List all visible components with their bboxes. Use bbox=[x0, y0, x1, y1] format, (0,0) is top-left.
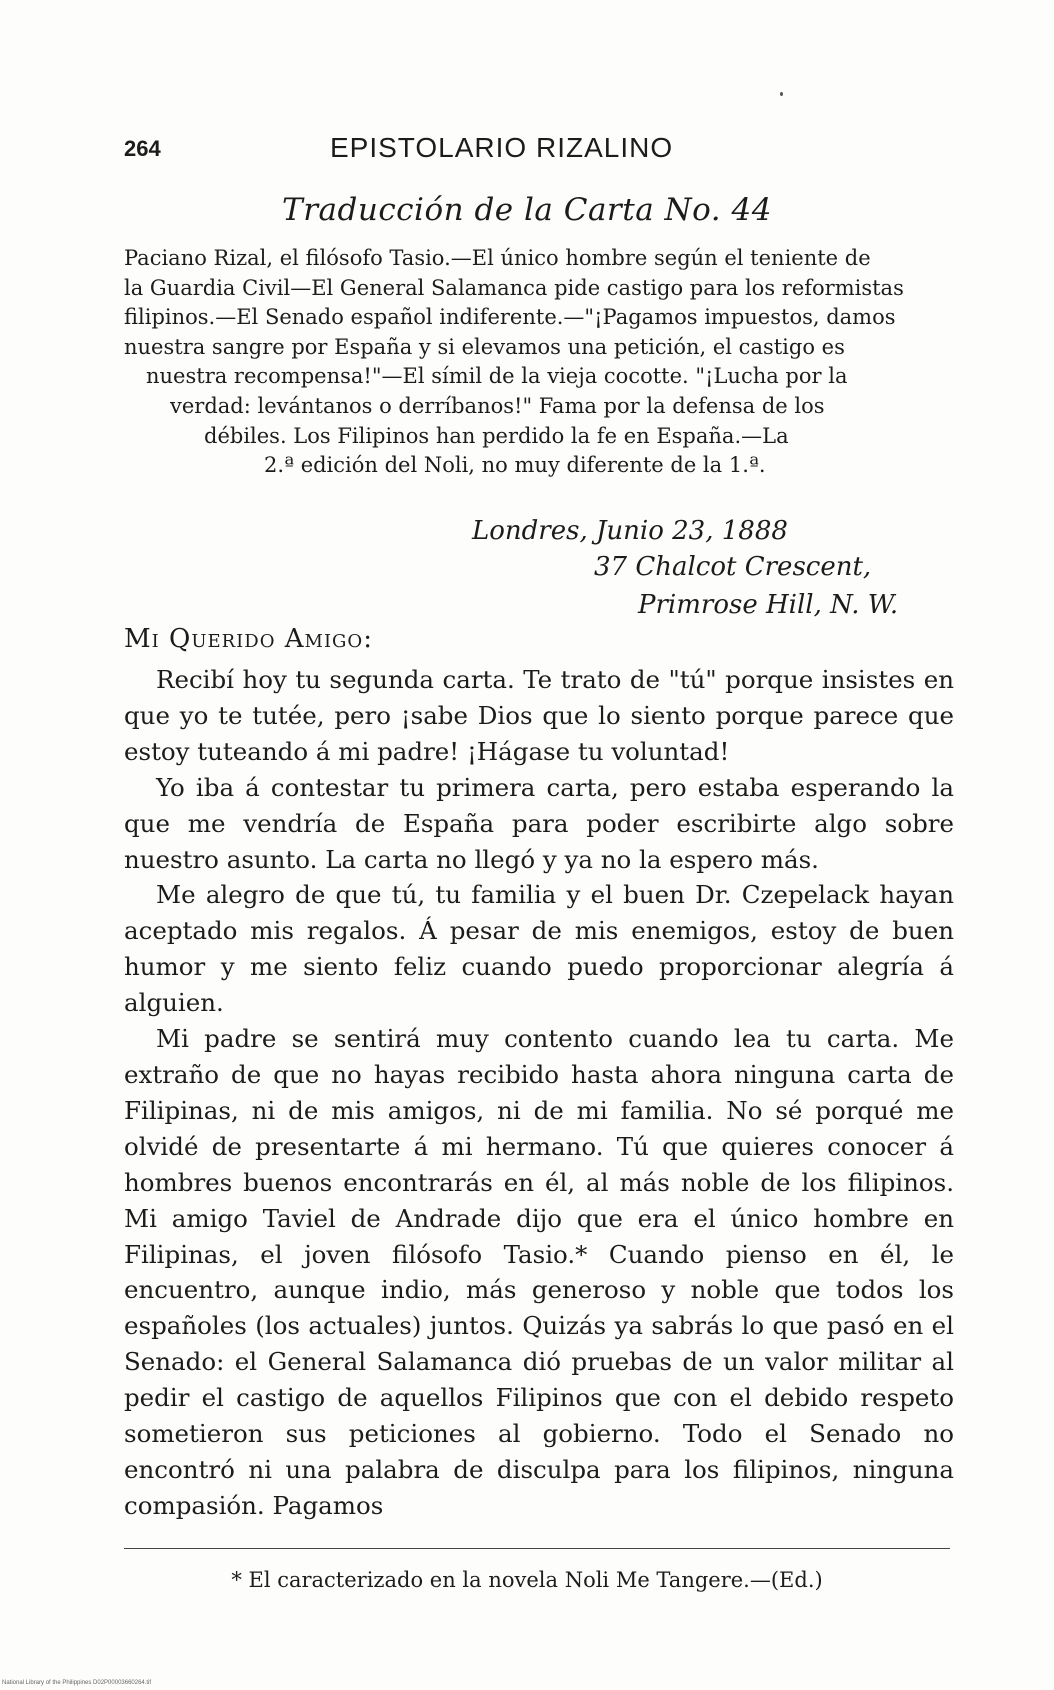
address-line: 37 Chalcot Crescent, bbox=[594, 552, 872, 582]
running-title: EPISTOLARIO RIZALINO bbox=[330, 132, 674, 163]
page-number: 264 bbox=[124, 136, 161, 161]
body-paragraph: Me alegro de que tú, tu familia y el buen Dr. Czepelack hayan aceptado mis regalos. Á pesar de mis enemigos, estoy de buen humor y me siento feliz cuando puedo proporcionar alegría á alguien. bbox=[124, 880, 954, 1018]
summary-line: filipinos.—El Senado español indiferente.—"¡Pagamos impuestos, damos bbox=[124, 305, 896, 330]
scan-credit: National Library of the Philippines D02P00003660264.tif bbox=[2, 1680, 152, 1686]
footnote: * El caracterizado en la novela Noli Me Tangere.—(Ed.) bbox=[231, 1568, 823, 1592]
letter-body bbox=[124, 662, 954, 1524]
salutation: Mi Querido Amigo: bbox=[124, 624, 373, 654]
summary-line: nuestra recompensa!"—El símil de la vieja cocotte. "¡Lucha por la bbox=[146, 364, 848, 389]
summary-line: nuestra sangre por España y si elevamos una petición, el castigo es bbox=[124, 334, 845, 359]
address-line: Primrose Hill, N. W. bbox=[638, 590, 899, 620]
body-paragraph: Recibí hoy tu segunda carta. Te trato de "tú" porque insistes en que yo te tutée, pero ¡sabe Dios que lo siento porque parece que estoy tuteando á mi padre! ¡Hágase tu voluntad! bbox=[124, 665, 954, 766]
scan-speck bbox=[780, 92, 783, 96]
place-date-line: Londres, Junio 23, 1888 bbox=[472, 516, 788, 546]
letter-title: Traducción de la Carta No. 44 bbox=[282, 192, 772, 228]
body-paragraph: Mi padre se sentirá muy contento cuando lea tu carta. Me extraño de que no hayas recibido hasta ahora ninguna carta de Filipinas, ni de mis amigos, ni de mi familia. No sé porqué me olvidé de presentarte á mi hermano. Tú que quieres conocer á hombres buenos encontrarás en él, al más noble de los filipinos. Mi amigo Taviel de Andrade dijo que era el único hombre en Filipinas, el joven filósofo Tasio.* Cuando pienso en él, le encuentro, aunque indio, más generoso y noble que todos los españoles (los actuales) juntos. Quizás ya sabrás lo que pasó en el Senado: el General Salamanca dió pruebas de un valor militar al pedir el castigo de aquellos Filipinos que con el debido respeto sometieron sus peticiones al gobierno. Todo el Senado no encontró ni una palabra de disculpa para los filipinos, ninguna compasión. Pagamos bbox=[124, 1024, 954, 1520]
letter-summary bbox=[124, 244, 958, 481]
summary-line: 2.ª edición del Noli, no muy diferente de la 1.ª. bbox=[264, 453, 766, 478]
page-header bbox=[118, 132, 958, 172]
summary-line: Paciano Rizal, el filósofo Tasio.—El único hombre según el teniente de bbox=[124, 246, 871, 270]
body-paragraph: Yo iba á contestar tu primera carta, pero estaba esperando la que me vendría de España para poder escribirte algo sobre nuestro asunto. La carta no llegó y ya no la espero más. bbox=[124, 772, 954, 874]
summary-line: débiles. Los Filipinos han perdido la fe en España.—La bbox=[204, 423, 789, 448]
summary-line: verdad: levántanos o derríbanos!" Fama por la defensa de los bbox=[170, 393, 825, 418]
footnote-divider bbox=[124, 1548, 950, 1549]
summary-line: la Guardia Civil—El General Salamanca pide castigo para los reformistas bbox=[124, 275, 904, 300]
